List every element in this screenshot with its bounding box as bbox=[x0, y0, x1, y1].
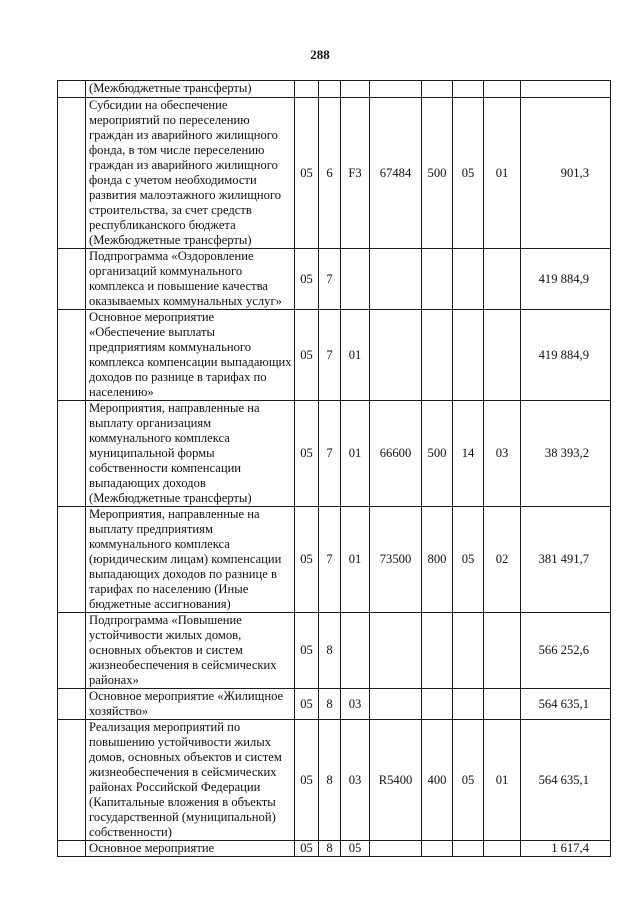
table-row bbox=[58, 249, 611, 310]
code-cell: 05 bbox=[453, 720, 484, 841]
row-index-cell bbox=[58, 720, 86, 841]
code-cell: 01 bbox=[484, 720, 521, 841]
code-cell bbox=[422, 310, 453, 401]
code-cell bbox=[341, 613, 370, 689]
table-row bbox=[58, 98, 611, 249]
code-cell: F3 bbox=[341, 98, 370, 249]
code-cell: 7 bbox=[319, 507, 341, 613]
code-cell: 05 bbox=[295, 613, 319, 689]
code-cell: 8 bbox=[319, 689, 341, 720]
table-row bbox=[58, 81, 611, 98]
code-cell bbox=[484, 613, 521, 689]
code-cell bbox=[422, 689, 453, 720]
code-cell bbox=[484, 689, 521, 720]
item-name-cell: Реализация мероприятий по повышению устойчивости жилых домов, основных объектов и систем жизнеобеспечения в сейсмических районах Российской Федерации (Капитальные вложения в объекты государственной (муниципальной) собственности) bbox=[86, 720, 295, 841]
code-cell bbox=[484, 249, 521, 310]
code-cell: 6 bbox=[319, 98, 341, 249]
code-cell: 73500 bbox=[370, 507, 422, 613]
code-cell bbox=[370, 689, 422, 720]
item-name-cell: Мероприятия, направленные на выплату предприятиям коммунального комплекса (юридическим лицам) компенсации выпадающих доходов по разнице в тарифах по населению (Иные бюджетные ассигнования) bbox=[86, 507, 295, 613]
amount-cell: 381 491,7 bbox=[521, 507, 611, 613]
code-cell: 66600 bbox=[370, 401, 422, 507]
amount-cell: 419 884,9 bbox=[521, 310, 611, 401]
code-cell bbox=[453, 249, 484, 310]
amount-cell bbox=[521, 81, 611, 98]
code-cell: 8 bbox=[319, 613, 341, 689]
code-cell: 67484 bbox=[370, 98, 422, 249]
code-cell: 03 bbox=[341, 720, 370, 841]
item-name-cell: Подпрограмма «Оздоровление организаций коммунального комплекса и повышение качества оказываемых коммунальных услуг» bbox=[86, 249, 295, 310]
code-cell: 7 bbox=[319, 249, 341, 310]
code-cell bbox=[341, 249, 370, 310]
code-cell bbox=[484, 310, 521, 401]
code-cell: 01 bbox=[341, 401, 370, 507]
item-name-cell: (Межбюджетные трансферты) bbox=[86, 81, 295, 98]
code-cell: 800 bbox=[422, 507, 453, 613]
code-cell bbox=[422, 841, 453, 857]
item-name-cell: Основное мероприятие bbox=[86, 841, 295, 857]
code-cell: 7 bbox=[319, 401, 341, 507]
row-index-cell bbox=[58, 689, 86, 720]
code-cell: 05 bbox=[453, 507, 484, 613]
row-index-cell bbox=[58, 310, 86, 401]
code-cell: 05 bbox=[295, 310, 319, 401]
code-cell: 400 bbox=[422, 720, 453, 841]
code-cell bbox=[422, 81, 453, 98]
code-cell bbox=[370, 249, 422, 310]
code-cell bbox=[453, 689, 484, 720]
row-index-cell bbox=[58, 98, 86, 249]
code-cell bbox=[484, 81, 521, 98]
item-name-cell: Мероприятия, направленные на выплату организациям коммунального комплекса муниципальной формы собственности компенсации выпадающих доходов (Межбюджетные трансферты) bbox=[86, 401, 295, 507]
code-cell: 500 bbox=[422, 98, 453, 249]
table-row bbox=[58, 613, 611, 689]
item-name-cell: Основное мероприятие «Жилищное хозяйство» bbox=[86, 689, 295, 720]
code-cell bbox=[370, 81, 422, 98]
code-cell: 05 bbox=[295, 507, 319, 613]
code-cell: 03 bbox=[484, 401, 521, 507]
row-index-cell bbox=[58, 507, 86, 613]
amount-cell: 1 617,4 bbox=[521, 841, 611, 857]
table-row bbox=[58, 841, 611, 857]
code-cell bbox=[453, 81, 484, 98]
code-cell: 03 bbox=[341, 689, 370, 720]
code-cell bbox=[370, 613, 422, 689]
code-cell bbox=[295, 81, 319, 98]
code-cell bbox=[453, 613, 484, 689]
item-name-cell: Подпрограмма «Повышение устойчивости жилых домов, основных объектов и систем жизнеобеспечения в сейсмических районах» bbox=[86, 613, 295, 689]
code-cell bbox=[319, 81, 341, 98]
code-cell: R5400 bbox=[370, 720, 422, 841]
amount-cell: 419 884,9 bbox=[521, 249, 611, 310]
row-index-cell bbox=[58, 841, 86, 857]
table-row bbox=[58, 401, 611, 507]
code-cell: 05 bbox=[453, 98, 484, 249]
code-cell: 7 bbox=[319, 310, 341, 401]
item-name-cell: Основное мероприятие «Обеспечение выплаты предприятиям коммунального комплекса компенсации выпадающих доходов по разнице в тарифах по населению» bbox=[86, 310, 295, 401]
amount-cell: 564 635,1 bbox=[521, 720, 611, 841]
amount-cell: 566 252,6 bbox=[521, 613, 611, 689]
code-cell bbox=[370, 841, 422, 857]
code-cell: 05 bbox=[295, 249, 319, 310]
code-cell: 05 bbox=[295, 401, 319, 507]
page-number: 288 bbox=[310, 47, 330, 62]
code-cell: 01 bbox=[341, 507, 370, 613]
code-cell: 01 bbox=[484, 98, 521, 249]
code-cell: 05 bbox=[341, 841, 370, 857]
code-cell bbox=[422, 613, 453, 689]
code-cell: 500 bbox=[422, 401, 453, 507]
table-row bbox=[58, 310, 611, 401]
code-cell: 02 bbox=[484, 507, 521, 613]
code-cell bbox=[453, 841, 484, 857]
amount-cell: 38 393,2 bbox=[521, 401, 611, 507]
code-cell: 05 bbox=[295, 720, 319, 841]
code-cell: 05 bbox=[295, 841, 319, 857]
budget-table bbox=[57, 80, 611, 857]
row-index-cell bbox=[58, 249, 86, 310]
code-cell bbox=[484, 841, 521, 857]
code-cell: 8 bbox=[319, 841, 341, 857]
amount-cell: 901,3 bbox=[521, 98, 611, 249]
code-cell: 8 bbox=[319, 720, 341, 841]
amount-cell: 564 635,1 bbox=[521, 689, 611, 720]
table-row bbox=[58, 689, 611, 720]
row-index-cell bbox=[58, 81, 86, 98]
code-cell: 14 bbox=[453, 401, 484, 507]
table-row bbox=[58, 720, 611, 841]
row-index-cell bbox=[58, 401, 86, 507]
code-cell bbox=[341, 81, 370, 98]
code-cell: 05 bbox=[295, 689, 319, 720]
code-cell: 05 bbox=[295, 98, 319, 249]
code-cell: 01 bbox=[341, 310, 370, 401]
code-cell bbox=[370, 310, 422, 401]
code-cell bbox=[422, 249, 453, 310]
item-name-cell: Субсидии на обеспечение мероприятий по переселению граждан из аварийного жилищного фонда, в том числе переселению граждан из аварийного жилищного фонда с учетом необходимости развития малоэтажного жилищного строительства, за счет средств республиканского бюджета (Межбюджетные трансферты) bbox=[86, 98, 295, 249]
row-index-cell bbox=[58, 613, 86, 689]
table-row bbox=[58, 507, 611, 613]
code-cell bbox=[453, 310, 484, 401]
